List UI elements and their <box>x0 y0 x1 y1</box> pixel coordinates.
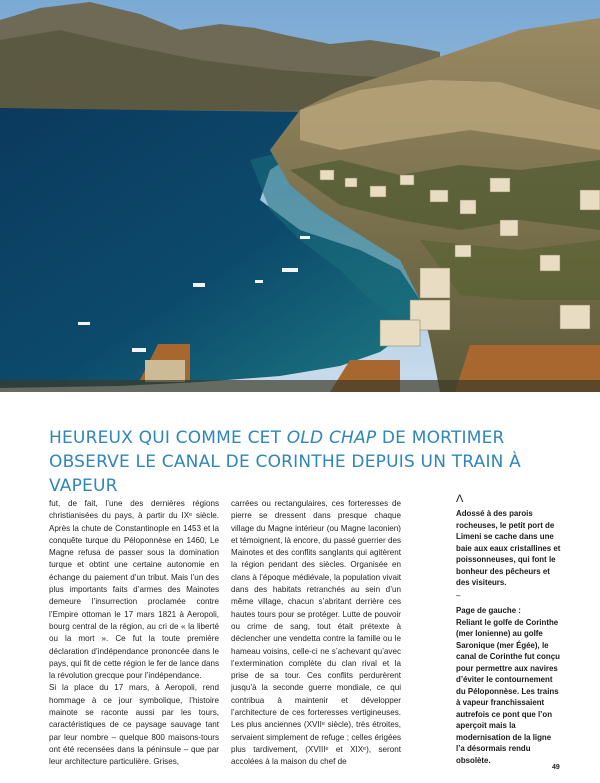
headline-line1-italic: OLD CHAP <box>286 428 377 448</box>
body-column-2 <box>231 498 401 769</box>
caption-text: Adossé à des parois rocheuses, le petit port de Limeni se cache dans une baie aux eaux cristallines et poissonneuses, qui font le bonheur des pêcheurs et des visiteurs. <box>456 509 561 587</box>
headline-line1-a: HEUREUX QUI COMME CET <box>49 428 287 448</box>
caption-marker-icon: Λ <box>456 493 464 505</box>
page-number: 49 <box>552 764 560 771</box>
photo-caption <box>456 508 562 589</box>
caption-title: Page de gauche : <box>456 606 521 615</box>
headline-line1-b: DE MORTIMER <box>376 428 505 448</box>
body-column-1 <box>49 498 219 769</box>
body-paragraph: Si la place du 17 mars, à Aeropoli, rend hommage à ce jour symbolique, l’histoire mainote se raconte aussi par les tours, caractéristiques de ce paysage sauvage tant par leur nombre – quelque 800 maisons-tours ont été recensées dans la péninsule – que par leur architecture particulière. Grises, <box>49 683 219 767</box>
left-page-caption <box>456 605 562 766</box>
body-paragraph: fut, de fait, l’une des dernières régions christianisées du pays, à partir du IXᵉ siècle. Après la chute de Constantinople en 1453 et la conquête turque du Péloponnèse en 1460, Le Magne refusa de passer sous la domination turque et obtint une certaine autonomie en échange du paiement d’un tribut. Mais l’un des plus importants faits d’armes des Mainotes demeure l’insurrection proclamée contre l’Empire ottoman le 17 mars 1821 à Aeropoli, bourg central de la région, au cri de « la liberté ou la mort ». Ce fut la toute première déclaration d’indépendance prononcée dans le pays, qui fit de cette région le fer de lance dans la révolution grecque pour l’indépendance. <box>49 499 219 681</box>
headline-line2: OBSERVE LE CANAL DE CORINTHE DEPUIS UN TRAIN À VAPEUR <box>49 452 522 496</box>
caption-marker-icon: ‒ <box>456 591 461 600</box>
caption-text: Reliant le golfe de Corinthe (mer Ionienne) au golfe Saronique (mer Égée), le canal de Corinthe fut conçu pour permettre aux navires d’éviter le contournement du Péloponnèse. Les trains à vapeur franchissaient autrefois ce pont que l’on aperçoit mais la modernisation de la ligne l’a désormais rendu obsolète. <box>456 617 560 765</box>
body-paragraph: carrées ou rectangulaires, ces forteresses de pierre se dressent dans presque chaque village du Magne intérieur (ou Magne laconien) et témoignent, là encore, du passé guerrier des Mainotes et des conflits sanglants qui agitèrent la région pendant des siècles. Organisée en clans à l’époque médiévale, la population vivait dans des habitats retranchés au sein d’un même village, chacun s’abritant derrière ces hautes tours pour se protéger. Lutte de pouvoir ou crime de sang, tout était prétexte à déclencher une vendetta contre la famille ou le hameau voisins, celle-ci ne s’achevant qu’avec l’extermination complète du clan rival et la prise de sa tour. Ces conflits perdurèrent jusqu’à la seconde guerre mondiale, ce qui contribua à maintenir et développer l’architecture de ces forteresses vertigineuses. Les plus anciennes (XVIIᵉ siècle), très étroites, servaient simplement de refuge ; celles érigées plus tardivement, (XVIIIᵉ et XIXᵉ), seront accolées à la maison du chef de <box>231 499 401 767</box>
headline <box>49 426 569 498</box>
